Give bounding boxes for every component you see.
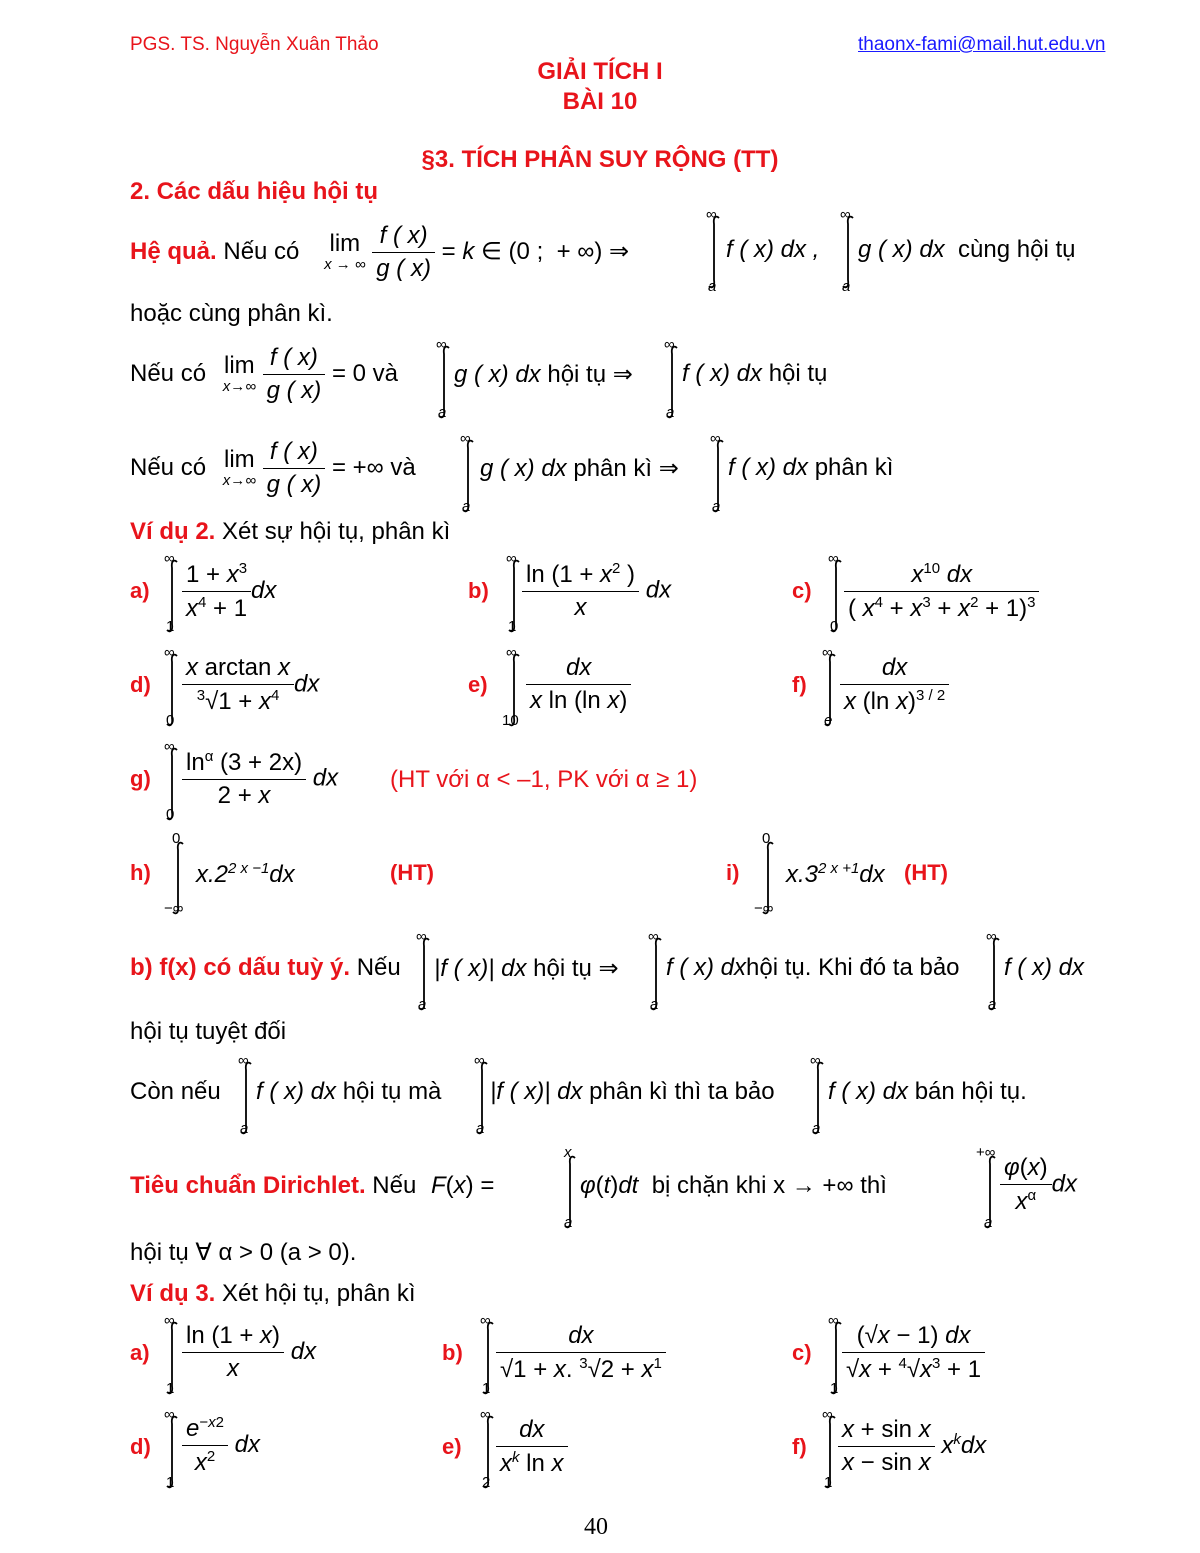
item-label: f)	[792, 672, 807, 697]
corollary-or: hoặc cùng phân kì.	[130, 300, 333, 327]
corollary-line2: Nếu có lim x→∞ $\frac{f ( x)}{g ( x)}$ = 0 và	[130, 344, 398, 404]
text: hội tụ ⇒	[533, 955, 619, 982]
note-i: (HT)	[904, 860, 948, 885]
text: hội tụ mà	[342, 1078, 442, 1105]
text: Nếu có	[130, 453, 207, 481]
text: hội tụ ⇒	[547, 361, 633, 388]
text: và	[390, 453, 416, 481]
corollary-line3: Nếu có lim x→∞ $\frac{f ( x)}{g ( x)}$ = +∞ và	[130, 438, 416, 498]
email-link[interactable]: thaonx-fami@mail.hut.edu.vn	[858, 34, 1106, 55]
item-label: d)	[130, 672, 151, 697]
note-g: (HT với α < –1, PK với α ≥ 1)	[390, 766, 698, 793]
page-number: 40	[584, 1514, 608, 1540]
item-label: b)	[468, 578, 489, 603]
dirichlet-label: Tiêu chuẩn Dirichlet.	[130, 1172, 366, 1199]
note-h: (HT)	[390, 860, 434, 885]
example3-label: Ví dụ 3.	[130, 1280, 216, 1307]
text: Nếu	[372, 1172, 417, 1199]
text: cùng hội tụ	[958, 236, 1076, 263]
author-name: PGS. TS. Nguyễn Xuân Thảo	[130, 34, 379, 55]
item-label: e)	[442, 1434, 462, 1459]
lesson-title: BÀI 10	[562, 88, 638, 115]
text: bị chặn khi x → +∞ thì	[651, 1172, 887, 1199]
text: Còn nếu	[130, 1078, 221, 1105]
item-label: a)	[130, 1340, 150, 1365]
text: bán hội tụ.	[914, 1078, 1027, 1105]
text: Xét hội tụ, phân kì	[222, 1280, 416, 1307]
arbitrary-label: b) f(x) có dấu tuỳ ý.	[130, 954, 351, 981]
corollary-label: Hệ quả.	[130, 237, 217, 265]
corollary-line1: Hệ quả. Nếu có lim x → ∞ $\frac{f ( x)}{g ( x)}$ = k ∈ (0 ; + ∞) ⇒	[130, 222, 630, 282]
text: hội tụ. Khi đó ta bảo	[746, 954, 960, 981]
section-title: §3. TÍCH PHÂN SUY RỘNG (TT)	[421, 146, 779, 173]
text: phân kì thì ta bảo	[589, 1078, 775, 1105]
item-label: c)	[792, 1340, 812, 1365]
item-label: b)	[442, 1340, 463, 1365]
text: Nếu có	[130, 359, 207, 387]
course-title: GIẢI TÍCH I	[537, 58, 663, 85]
text: phân kì ⇒	[573, 455, 679, 482]
text: Xét sự hội tụ, phân kì	[222, 518, 451, 545]
text: Nếu có	[223, 237, 300, 265]
limit: lim x → ∞	[324, 230, 366, 274]
fraction: $\frac{f ( x)}{g ( x)}$	[372, 222, 435, 283]
item-label: a)	[130, 578, 150, 603]
item-label: e)	[468, 672, 488, 697]
dirichlet-conclusion: hội tụ ∀ α > 0 (a > 0).	[130, 1239, 357, 1266]
item-label: f)	[792, 1434, 807, 1459]
arbitrary-line1	[130, 954, 401, 982]
item-label: c)	[792, 578, 812, 603]
text: và	[372, 359, 398, 387]
text: Nếu	[356, 954, 401, 981]
text: hội tụ	[768, 360, 828, 387]
example3-heading	[130, 1280, 416, 1308]
text: phân kì	[814, 454, 894, 481]
item-label: i)	[726, 860, 740, 885]
item-label: g)	[130, 766, 151, 791]
abs-conv-text: hội tụ tuyệt đối	[130, 1018, 287, 1045]
subsection-title: 2. Các dấu hiệu hội tụ	[130, 178, 379, 205]
example2-label: Ví dụ 2.	[130, 518, 216, 545]
dirichlet-line: Tiêu chuẩn Dirichlet. Nếu F(x) =	[130, 1172, 495, 1199]
item-label: h)	[130, 860, 151, 885]
item-label: d)	[130, 1434, 151, 1459]
example2-heading	[130, 518, 450, 546]
